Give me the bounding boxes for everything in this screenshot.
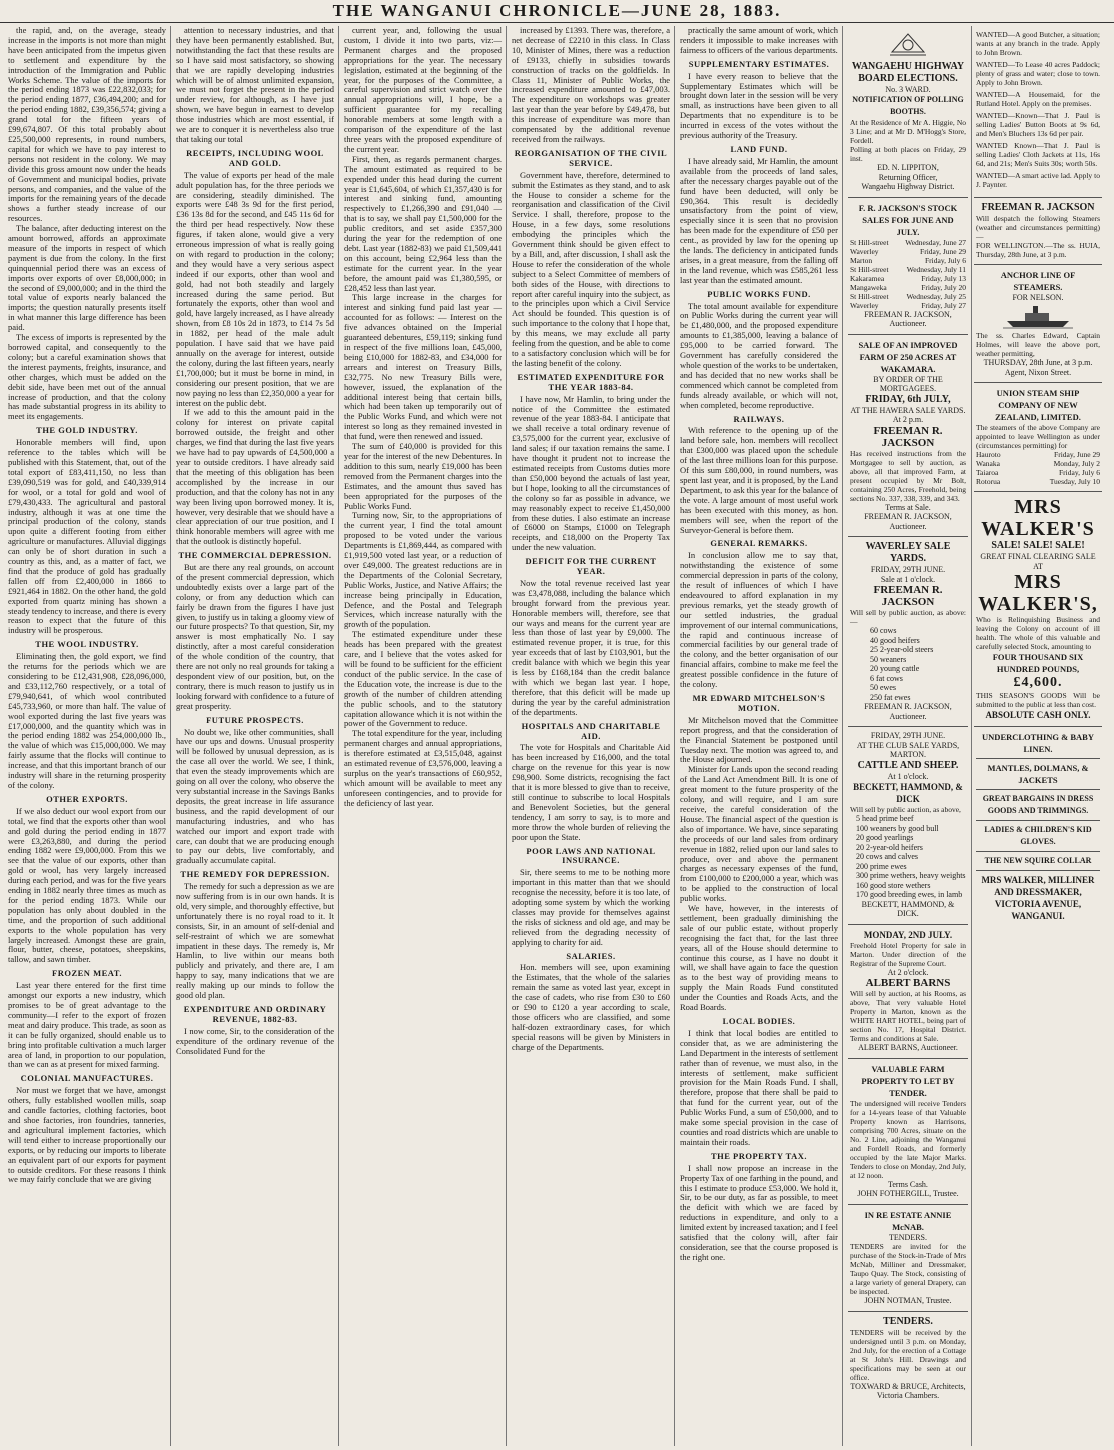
ad-marton [848,726,968,924]
route-ship: Wanaka [976,459,1000,468]
article-paragraph: I now come, Sir, to the consideration of the expenditure of the ordinary revenue of the Consolidated Fund for the [176,1025,334,1056]
section-heading: GENERAL REMARKS. [710,538,808,549]
ad-monday [848,924,968,1058]
section-heading: PUBLIC WORKS FUND. [707,288,811,299]
section-heading: THE PROPERTY TAX. [710,1150,808,1161]
ad-union-steam [974,382,1102,491]
divider [976,758,1100,759]
ad-tenders-title: TENDERS. [883,1315,933,1327]
ad-marton-name: BECKETT, HAMMOND, & DICK [853,782,963,804]
section-heading: LOCAL BODIES. [722,1016,796,1026]
article-paragraph: If we add to this the amount paid in the colony for interest on private capital borrowed outside, the freight and other charges, we find that during the last five years we have had to pay upwards of £4,500,000 a year to outside creditors. I have already said that the meeting of this obligation has been accomplished by the increase in our production, and that the colony has not in any way been living upon borrowed money. It is, however, very desirable that we should have a clear appreciation of our true position, and I think honorable members will agree with me that the outlook is distinctly hopeful. [176,407,334,547]
ad-marton-date: FRIDAY, 29TH JUNE. [870,731,946,740]
ad-monday-time: At 2 o'clock. [887,967,929,977]
ad-anchor-date: THURSDAY, 28th June, at 3 p.m. [983,358,1093,367]
ad-waverley-role: Auctioneer. [889,711,927,721]
stock-sale-row [850,274,966,283]
ad-walker-sub1: SALE! SALE! SALE! [991,540,1085,551]
article-paragraph: I shall now propose an increase in the Property Tax of one farthing in the pound, and this I estimate to produce £53,000. We hold it, Sir, to be our duty, as far as possible, to meet the deficit with which we are faced by reductions in expenditure, and only to a limited extent by increased taxation; and I feel satisfied that the colony will, after fair consideration, see that the course proposed is the right one. [680,1162,838,1262]
stock-sale-place: Mangaweka [850,282,887,292]
stock-sale-place: St Hill-street [850,264,889,274]
article-paragraph: increased by £1393. There was, therefore, a net decrease of £2210 in this class. In Class 10, Minister of Mines, there was a reduction of £9133, chiefly in subsidies towards construction of tracks on the goldfields. In Class 11, Minister of Public Works, the increased expenditure amounted to £47,003. The expenditure on workshops was greater last year than the year before by £49,478, but this increase of expenditure was more than compensated by the additional revenue received from the railways. [512,26,670,144]
ad-marton-body: Will sell by public auction, as above, [850,805,961,814]
section-heading: THE COMMERCIAL DEPRESSION. [178,550,332,561]
ad-union-title: UNION STEAM SHIP COMPANY OF NEW ZEALAND, LIMITED. [995,388,1081,422]
columns [8,26,1108,1446]
article-paragraph: Honorable members will find, upon reference to the tables which will be published with this Statement, that, out of the total export of £83,411,150, no less than £39,090,519 was for gold, and £40,339,914 for wool, or a total for gold and wool of £79,430,433. The agricultural and pastoral industry, although it was at one time the principal production of the colony, stands upon quite a different footing from either agriculture or manufactures. Alluvial diggings can only be of short duration in such a country as this, and, as a matter of fact, we find that the produce of gold has gradually fallen off from £2,400,000 in 1866 to £921,464 in 1882. On the other hand, the gold exported from quartz mining has shown a steady tendency to increase, and there is every reason to expect that the future of this industry will be prosperous. [8,437,166,636]
ad-undercl-footer: MRS WALKER, MILLINER AND DRESSMAKER, VICTORIA AVENUE, WANGANUI. [981,875,1095,921]
section-heading: MR EDWARD MITCHELSON'S MOTION. [692,693,826,713]
section-heading: THE REMEDY FOR DEPRESSION. [180,869,330,880]
section-heading: REORGANISATION OF THE CIVIL SERVICE. [514,147,668,168]
article-paragraph: The vote for Hospitals and Charitable Aid has been increased by £16,000, and the total charge on the revenue for this year is now £98,900. Some districts, recognising the fact that it is more blessed to give than to receive, still continue to subscribe to local Hospitals and Benevolent Societies, but the general tendency, I am sorry to say, is to more and more throw the whole burden of relieving the poor upon the State. [512,742,670,842]
stock-sale-day: Wednesday, July 11 [906,264,966,274]
stock-sale-place: St Hill-street [850,237,889,247]
masthead-title: THE WANGANUI CHRONICLE—JUNE 28, 1883. [332,1,782,20]
ad-underclothing [974,726,1102,927]
ad-sale-title: SALE OF AN IMPROVED FARM OF 250 ACRES AT WAKAMARA. [858,339,958,374]
section-heading: RECEIPTS, INCLUDING WOOL AND GOLD. [186,147,324,168]
ad-waverley-date: FRIDAY, 29TH JUNE. [870,565,946,574]
ad-marton-signature: BECKETT, HAMMOND, & DICK. [861,899,955,918]
article-paragraph: Hon. members will see, upon examining the Estimates, that the whole of the salaries remain the same as voted last year, except in the case of cadets, who rise from £30 to £60 or £90 to £120 a year according to scale, those officers who are classified, and some half-dozen extraordinary cases, for which special reasons will be given by Ministers in charge of the Departments. [512,962,670,1052]
divider [976,820,1100,821]
article-column-4 [512,26,675,1446]
stock-sale-day: Friday, July 6 [925,255,966,265]
ad-wanted-list [976,30,1100,189]
route-day: Friday, June 29 [1054,450,1100,459]
ad-monday-date: MONDAY, 2ND JULY. [863,929,953,940]
section-heading: LAND FUND. [730,143,788,154]
stock-item: 250 fat ewes [870,692,911,702]
divider [976,789,1100,790]
ad-anchor-body: The ss. Charles Edward, Captain Holmes, will leave the above port, weather permitting, [976,331,1100,358]
route-day: Tuesday, July 10 [1049,477,1100,486]
stock-sale-day: Friday, June 29 [920,246,966,256]
ad-sale-date: FRIDAY, 6th JULY, [865,393,951,405]
ad-stock-title: F. R. JACKSON'S STOCK SALES FOR JUNE AND JULY. [858,202,958,237]
ad-waverley-body: Will sell by public auction, as above:— [850,608,966,626]
section-heading: THE GOLD INDUSTRY. [36,425,138,436]
ad-waverley-signature: FREEMAN R. JACKSON, [864,702,952,711]
ad-valuable-terms: Terms Cash. [888,1179,928,1189]
ad-wangaehu-polling: Polling at both places on Friday, 29 inst. [850,145,966,163]
stock-sale-place: St Hill-street [850,291,889,301]
stock-item: 60 cows [870,626,897,635]
article-paragraph: The excess of imports is represented by the borrowed capital, and consequently to the colony; but a careful examination shows that the interest payments, freights, insurance, and other charges, which must be added on the debit side, have been met out of the annual increase of production, and that the colony has made substantial progress in its ability to meet its engagements. [8,332,166,422]
ad-wangaehu-name: ED. N. LIPPITON, [877,163,939,172]
stock-item: 170 good breeding ewes, in lamb [856,890,963,899]
article-paragraph: The value of exports per head of the male adult population has, for the three periods we are considering, steadily diminished. The exports were £48 3s 9d for the first period, £36 13s 8d for the second, and £45 11s 6d for the third per head respectively. Now these figures, if taken alone, would give a very erroneous impression of what is really going on with regard to production in the colony; and they would have a very serious aspect indeed if our exports, other than wool and gold, had not both steadily and largely increased during the same period. But fortunately the exports, other than wool and gold, have largely increased, as I have already shown, from £8 10s 2d in 1873, to £14 7s 5d in 1882, per head of the male adult population. I have said that we have paid annually on the average for interest, outside the colony, during the last fifteen years, nearly £1,700,000; but it must be borne in mind, in considering our present position, that we are now paying no less than £2,350,000 a year for interest on the public debt. [176,169,334,408]
ad-waverley [848,536,968,726]
ad-mrs-walker [974,491,1102,726]
ad-estate-body: TENDERS are invited for the purchase of the Stock-in-Trade of Mrs McNab, Milliner and Dressmaker, Taupo Quay. The Stock, consisting of a large variety of general Drapery, can be inspected. [850,1242,966,1296]
article-paragraph: I have already said, Mr Hamlin, the amount available from the proceeds of land sales, after the necessary charges payable out of the fund have been deducted, will only be £90,364. This result is decidedly unsatisfactory from the point of view, especially since it is seen that no provision has been made for the expenditure of £50 per cent., as provided by law for the opening up the lands. The deficiency in anticipated funds arises, in a great measure, from the falling off in the land revenue, which was £585,261 less last year than the estimated amount. [680,155,838,285]
article-paragraph: Eliminating then, the gold export, we find the returns for the periods which we are considering to be £12,431,908, £28,096,000, and £33,112,760 respectively, or a total of £79,940,641, of which wool contributed £45,733,960, or more than half. The value of wool exported during the last five years was £17,000,000, and the quantity which was in the period ending 1882 was 254,000,000 lb., the value of which was £15,000,000. We may fairly assume that the flocks will continue to increase, and that this important branch of our industry will share in the returning prosperity of the colony. [8,651,166,790]
ad-walker-amount: FOUR THOUSAND SIX HUNDRED POUNDS, [992,652,1084,674]
article-paragraph: The balance, after deducting interest on the amount borrowed, affords an approximate measure of the imports in respect of which payment is due from the colony. In the first quinquennial period there was an excess of imports over exports of over £8,000,000; in the second of £9,000,000; and in the third the total value of exports nearly balanced the imports; the question naturally presents itself in what manner this large difference has been paid. [8,223,166,333]
article-paragraph: I have every reason to believe that the Supplementary Estimates which will be brought down later in the session will be very small, as instructions have been given to all Departments that no expenditure is to be incurred in excess of the votes without the previous authority of the Treasury. [680,70,838,141]
ad-undercl-line2: MANTLES, DOLMANS, & JACKETS [987,763,1089,785]
stock-item: 20 cows and calves [856,852,918,861]
article-paragraph: No doubt we, like other communities, shall have our ups and downs. Unusual prosperity will be followed by unusual depression, as is the case all over the world. We see, I think, that even the steady improvements which are going on all over the colony, who observe the very substantial increase in the Savings Banks deposits, the great increase in life assurance business, and the rapid development of our manufacturing industries, and who has watched our import and export trade with care, can doubt that we are producing enough to pay our debts, live comfortably, and gradually accumulate capital. [176,726,334,866]
ad-wangaehu-role: Returning Officer, [878,172,938,182]
stock-item: 50 ewes [870,683,896,692]
ad-wangaehu [848,26,968,197]
stock-sale-day: Friday, July 27 [921,300,966,310]
stock-sale-row [850,247,966,256]
stock-item: 40 good heifers [870,635,920,645]
ad-estate [848,1204,968,1311]
article-paragraph: attention to necessary industries, and that they have been permanently established. But, notwithstanding the fact that these results are so I have said most satisfactory, so showing that we are rapidly developing industries which will be of almost unlimited expansion, we must not forget the present in the period under review, for although, as I have just shown, we have begun in earnest to develop those industries which are most essential, if we are to conquer it is nevertheless also true that taking our total [176,26,334,144]
route-day: Friday, July 6 [1059,468,1100,477]
stock-item: 160 good store wethers [856,880,931,890]
ad-walker-body: Who is Relinquishing Business and leaving the Colony on account of ill health. The whole of this valuable and carefully selected Stock, amounting to [976,615,1100,651]
article-paragraph: Government have, therefore, determined to submit the Estimates as they stand, and to ask the House to consider a scheme for the reorganisation and classification of the Civil Service. I shall, therefore, propose to the House, in a few days, some resolutions embodying the principles which the Government think should be given effect to by a Bill, and, after discussion, I shall ask the House to refer the consideration of the whole subject to a Select Committee of members of both sides of the House, with directions to report after careful inquiry into the subject, as to the principles upon which a Civil Service Act should be founded. This question is of such importance to the colony that I hope that, by this means, we may exclude all party feeling from the question, and be able to come to a satisfactory conclusion which will be for the lasting benefit of the colony. [512,169,670,368]
article-paragraph: I have now, Mr Hamlin, to bring under the notice of the Committee the estimated revenue of the year 1883-84. I anticipate that we shall receive a total ordinary revenue of £3,575,000 for the current year, exclusive of land sales; if our taxation remains the same. I have thought it prudent not to increase the estimated receipts from Customs duties more than £50,000 beyond the actuals of last year, but I hope, looking to all the circumstances of the colony so far as possible in advance, we may reasonably expect to receive £1,450,000 from these duties. I also estimate an increase of £6000 on Stamps, £1000 on Telegraph receipts, and £18,000 on the Property Tax under the new valuation. [512,393,670,553]
ad-valuable [848,1058,968,1204]
route-day: Monday, July 2 [1053,459,1100,468]
ad-tenders-body: TENDERS will be received by the undersigned until 3 p.m. on Monday, 2nd July, for the erection of a Cottage at St John's Hill. Drawings and specifications may be seen at our office. [850,1327,966,1382]
ad-waverley-items [850,626,966,702]
stock-item: 6 fat cows [870,673,903,683]
article-column-1 [8,26,171,1446]
stock-item: 200 prime ewes [856,861,907,871]
ad-valuable-body: The undersigned will receive Tenders for a 14-years lease of that Valuable Property known as Harrisons, comprising 700 Acres, situate on the No. 2 Line, adjoining the Wanganui and Fordell Roads, and formerly occupied by the late Major Marks. Tenders to close on Monday, 2nd July, at 12 noon. [850,1098,966,1180]
section-heading: SUPPLEMENTARY ESTIMATES. [688,58,830,69]
article-paragraph: Minister for Lands upon the second reading of the Land Act Amendment Bill. It is one of great moment to the future prosperity of the colony, and will require, and I am sure receive, the careful consideration of the House. The financial aspect of the question is also of importance. We have, since separating the proceeds of our land sales from ordinary revenue in 1882, relied upon our land sales to produce, over and above the permanent charges as necessary expenses of the fund, from £100,000 to £200,000 a year, which was to be applied to the construction of local public works. [680,764,838,904]
stock-sale-row [850,265,966,274]
ad-walker-note: THIS SEASON'S GOODS Will be submitted to the public at less than cost. [976,691,1100,709]
ad-wangaehu-ward: No. 3 WARD. [885,84,931,94]
steamship-icon [1003,303,1073,329]
article-column-2 [176,26,339,1446]
stock-sale-row [850,292,966,301]
article-paragraph: current year, and, following the usual custom, I divide it into two parts, viz:— Permanent charges and the proposed appropriations for the year. The necessary legislation, estimated at the beginning of the year, for the purposes of the Committee, a careful supervision and strict watch over the annual appropriations will, I hope, be a sufficient guarantee for my recalling honorable members at some length with a comparison of the expenditure of the last three years with the proposed expenditure of the current year. [344,26,502,154]
stock-sale-row [850,238,966,247]
ad-sale-body: Has received instructions from the Mortgagee to sell by auction, as above, all that improved Farm, at present occupied by Mr Bolt, containing 250 Acres, Freehold, being sections No. 337, 338, 339, and 343. [850,448,966,503]
ads-column-1 [848,26,972,1446]
divider [976,851,1100,852]
stock-item: 20 young cattle [870,664,920,673]
wanted-ad: WANTED—A smart active lad. Apply to J. Paynter. [976,171,1100,189]
stock-item: 50 weaners [870,654,907,664]
ad-estate-title: IN RE ESTATE ANNIE McNAB. [864,1209,952,1232]
ad-sale-place: AT THE HAWERA SALE YARDS. [850,405,966,415]
article-column-3 [344,26,507,1446]
section-heading: DEFICIT FOR THE CURRENT YEAR. [525,556,657,577]
ad-undercl-line5: THE NEW SQUIRE COLLAR [984,856,1092,865]
wanted-ad: WANTED—A Housemaid, for the Rutland Hotel. Apply on the premises. [976,90,1100,108]
ad-freeman-title: FREEMAN R. JACKSON [981,202,1095,213]
ad-marton-title: CATTLE AND SHEEP. [857,759,959,771]
ad-anchor-agent: Agent, Nixon Street. [1004,367,1072,377]
stock-sale-place: Marton [850,255,873,265]
article-paragraph: I think that local bodies are entitled to consider that, as we are administering the Land Department in the interests of settlement rather than of revenue, we must also, in the interests of settlement, make sufficient provision for the Main Roads Fund. I shall, therefore, propose that there shall be paid to that fund for the current year, out of the Public Works Fund, a sum of £50,000, and to make some special provision in the case of counties and road districts which are unable to maintain their roads. [680,1027,838,1147]
article-paragraph: The estimated expenditure under these heads has been prepared with the greatest care, and I believe that the votes asked for will be found to be sufficient for the efficient conduct of the public service. In the case of the Education vote, the increase is due to the growth of the number of children attending the public schools, and to the statutory capitation allowance which it is not within the power of the Government to reduce. [344,629,502,729]
ad-sale-order: BY ORDER OF THE MORTGAGEES. [873,374,943,393]
stock-sale-row [850,301,966,310]
stock-sale-row [850,256,966,265]
ad-marton-place: AT THE CLUB SALE YARDS, MARTON. [856,740,960,759]
ad-monday-text: Will sell by auction, at his Rooms, as above, That very valuable Hotel Property in Marton, known as the WHITE HART HOTEL, being part of section No. 17, Hospital District. Terms and conditions at Sale. [850,989,966,1043]
ad-monday-name: ALBERT BARNS [865,977,951,989]
ad-sale-signature: FREEMAN R. JACKSON, [864,512,952,521]
ad-sale-role: Auctioneer. [889,521,927,531]
ad-farm-sale [848,334,968,537]
route-ship: Rotorua [976,477,1001,486]
ad-monday-body: Freehold Hotel Property for sale in Marton. Under direction of the Registrar of the Supreme Court. [850,940,966,968]
stock-sale-place: Waverley [850,300,879,310]
section-heading: EXPENDITURE AND ORDINARY REVENUE, 1882-83. [183,1004,327,1024]
ad-sale-time: At 2 p.m. [892,415,924,424]
article-paragraph: the rapid, and, on the average, steady increase in the imports is not more than might have been anticipated from the impetus given to settlement and expenditure by the introduction of the Immigration and Public Works Scheme. The value of the imports for the period ending 1873 was £22,832,033; for the period ending 1877, £36,494,200; and for the period ending 1882, £39,356,574; giving a grand total for the fifteen years of £99,674,807. Of this total probably about £25,500,000 represents, in round numbers, capital for which we have to pay interest to persons not resident in the colony. We may divide this gross amount now under the heads of Government and municipal bodies, private persons, and companies, and the value of the imports for the remaining years of the decade shows a further steady increase of our resources. [8,26,166,224]
route-row [976,459,1100,468]
ad-estate-signature: JOHN NOTMAN, Trustee. [864,1296,952,1305]
ad-union-body: The steamers of the above Company are appointed to leave Wellington as under (circumstances permitting) for [976,423,1100,450]
section-heading: THE WOOL INDUSTRY. [35,639,139,650]
ad-anchor-line [974,264,1102,382]
ad-wangaehu-title: WANGAEHU HIGHWAY BOARD ELECTIONS. [851,60,965,84]
route-row [976,450,1100,459]
ad-waverley-time: Sale at 1 o'clock. [880,574,936,584]
section-heading: HOSPITALS AND CHARITABLE AID. [521,720,661,741]
ad-walker-title: MRS WALKER'S [981,496,1095,540]
ad-undercl-title: UNDERCLOTHING & BABY LINEN. [982,732,1094,754]
crest-icon [888,30,928,60]
article-paragraph: If we also deduct our wool export from our total, we find that the exports other than wool and gold during the period ending in 1877 were £3,263,880, and during the period ending 1882 were £9,000,000. From this we see that the value of our exports, other than gold or wool, has very largely increased during each period, and was for the five years ending in 1882 nearly three times as much as for the period ending 1873. While our population has only about doubled in the time, and the proportion of such additional exports to the whole population has very largely increased. Amongst these are grain, flour, butter, cheese, potatoes, sheepskins, tallow, and sawn timber. [8,805,166,965]
route-ship: Taiaroa [976,468,999,477]
article-paragraph: Last year there entered for the first time amongst our exports a new industry, which promises to be of great advantage to the community—I refer to the export of frozen meat and dairy produce. This trade, as soon as it can be fully organized, should enable us to bring into profitable cultivation a much larger area of land, in proportion to our population, than we can as at present for mixed farming. [8,980,166,1070]
ad-valuable-title: VALUABLE FARM PROPERTY TO LET BY TENDER. [861,1063,955,1098]
wanted-ad: WANTED—To Lease 40 acres Paddock; plenty of grass and water; close to town. Apply to John Brown. [976,60,1100,87]
ad-anchor-sub: FOR NELSON. [1012,293,1064,302]
section-heading: SALARIES. [566,950,616,961]
ad-walker-sub2: GREAT FINAL CLEARING SALE AT [980,552,1096,571]
wanted-ad: WANTED—A good Butcher, a situation; wants at any branch in the trade. Apply to John Brown. [976,30,1100,57]
ad-sale-terms: Terms at Sale. [885,502,931,512]
wanted-ad: WANTED Known—That J. Paul is selling Ladies' Cloth Jackets at 11s, 16s 6d, and 21s; Men's Suits 30s; worth 50s. [976,141,1100,168]
route-row [976,477,1100,486]
ad-undercl-line3: GREAT BARGAINS IN DRESS GOODS AND TRIMMINGS. [982,794,1094,815]
ad-undercl-line4: LADIES & CHILDREN'S KID GLOVES. [984,825,1092,846]
article-paragraph: The sum of £40,000 is provided for this year for the interest of the new Debentures. In addition to this sum, nearly £19,000 has been removed from the Permanent charges into the Estimates, and the amount thus saved has been appropriated for the purposes of the Public Works Fund. [344,441,502,511]
article-paragraph: This large increase in the charges for interest and sinking fund paid last year — accounted for as follows: — Interest on the five advances obtained on the Imperial guaranteed debentures, £59,119; sinking fund in respect of the five millions loan, £45,000, being £10,000 for 1882-83, and £34,000 for arrears and interest on Treasury Bills, £32,775. No new Treasury Bills were, however, issued, the explanation of the additional interest being that certain bills, which had been taken up temporarily out of the Public Works Fund, and which were not interest so long as they remained invested in that fund, were then renewed and issued. [344,292,502,442]
ad-stock-signature: FREEMAN R. JACKSON, [864,309,952,319]
article-paragraph: Mr Mitchelson moved that the Committee report progress, and that the consideration of the Financial Statement be postponed until Tuesday next. The motion was agreed to, and the House adjourned. [680,714,838,765]
stock-sale-day: Wednesday, July 25 [906,291,966,301]
section-heading: COLONIAL MANUFACTURES. [20,1073,154,1084]
ad-walker-title2: MRS WALKER'S, [978,571,1098,615]
article-paragraph: In conclusion allow me to say that, notwithstanding the existence of some commercial depression in parts of the colony, the result of influences of which I have endeavoured to afford explanation in my previous remarks, yet the steady growth of our settled industries, the gradual improvement of our internal communications, the rapid and continuous increase of commercial facilities by our general trade of the colony, and the better organisation of our financial affairs, combine to make me feel the greatest possible confidence in the future of the colony. [680,550,838,690]
stock-sale-place: Waverley [850,246,879,256]
article-paragraph: practically the same amount of work, which renders it impossible to make increases with fairness to officers of the various departments. [680,26,838,55]
ad-marton-time: At 1 o'clock. [887,771,929,781]
stock-sale-day: Friday, July 20 [921,282,966,292]
ad-freeman-line: FOR WELLINGTON.—The ss. HUIA, Thursday, 28th June, at 3 p.m. [976,241,1100,259]
section-heading: RAILWAYS. [733,413,785,424]
article-paragraph: The total expenditure for the year, including permanent charges and annual appropriations, is therefore estimated at £3,515,048, against an estimated revenue of £3,576,000, leaving a surplus on the year's transactions of £60,952, which amount will be available to meet any unforeseen contingencies, and to provide for the deficiency of last year. [344,728,503,808]
stock-item: 5 head prime beef [856,814,914,823]
ad-marton-items [850,814,966,900]
ad-tenders-signature: TOXWARD & BRUCE, Architects, Victoria Chambers. [850,1381,966,1400]
ads-column-2 [974,26,1102,1446]
stock-item: 300 prime wethers, heavy weights [856,871,966,880]
stock-item: 100 weaners by good bull [856,823,939,833]
article-paragraph: With reference to the opening up of the land before sale, hon. members will recollect that £300,000 was placed upon the schedule of the last three millions loan for this purpose. Of this sum £80,000, in round numbers, was spent last year, and it is proposed, by the Land Department, to ask this year for the balance of the vote. A large amount of most useful work has been executed with this money, as hon. members will see, when the report of the Surveyor-General is before them. [680,425,838,535]
ad-waverley-name: FREEMAN R. JACKSON [873,584,943,608]
ad-walker-cash: ABSOLUTE CASH ONLY. [985,710,1091,720]
section-heading: ESTIMATED EXPENDITURE FOR THE YEAR 1883-84. [517,371,665,392]
stock-item: 25 2-year-old steers [870,645,934,654]
route-ship: Hauroto [976,450,1001,459]
article-paragraph: We have, however, in the interests of settlement, been gradually diminishing the sale of our public estate, without properly recognising the fact that, for the last three years, all of the House should determine to continue this course, as I have no doubt it will, we shall have again to face the question as to the best way of providing means to supply the Main Roads Fund constituted under the Counties and Roads Acts, and the Road Boards. [680,903,838,1013]
ad-walker-value: £4,600. [1013,675,1063,690]
ad-valuable-signature: JOHN FOTHERGILL, Trustee. [857,1189,959,1198]
ad-tenders [848,1311,968,1406]
article-paragraph: The total amount available for expenditure on Public Works during the current year will be £1,480,000, and the proposed expenditure amounts to £1,385,000, leaving a balance of £95,000 to be carried forward. The Government has carefully considered the whole question of the works to be undertaken, and has decided that no new works shall be commenced which cannot be completed from funds already available, or which will not, when completed, become reproductive. [680,300,838,410]
ad-stock-rows [850,238,966,310]
ad-stock-role: Auctioneer. [889,319,927,328]
ad-wangaehu-notice: NOTIFICATION OF POLLING BOOTHS. [852,95,964,116]
ad-wangaehu-place: Wangaehu Highway District. [861,182,955,191]
ad-wangaehu-body: At the Residence of Mr A. Higgie, No 3 Line; and at Mr D. M'Hogg's Store, Fordell. [850,118,966,145]
stock-sale-day: Friday, July 13 [921,273,966,283]
stock-sale-place: Kakaramea [850,273,885,283]
ad-freeman-body: Will despatch the following Steamers (weather and circumstances permitting)— [976,214,1100,241]
ad-freeman-steamers [974,197,1102,264]
ad-wanted [974,26,1102,197]
section-heading: POOR LAWS AND NATIONAL INSURANCE. [526,845,656,866]
section-heading: FUTURE PROSPECTS. [206,714,304,725]
article-paragraph: Turning now, Sir, to the appropriations of the current year, I find the total amount proposed to be voted under the various Departments is £1,869,444, as compared with £1,919,500 voted last year, or a reduction of over £49,000. The greatest reductions are in the Departments of the Colonial Secretary, Public Works, Justice, and Native Affairs; the increase being principally in Education, Defence, and the Postal and Telegraph Services, which increase naturally with the growth of the population. [344,510,502,630]
stock-sale-day: Wednesday, June 27 [905,237,966,247]
article-paragraph: First, then, as regards permanent charges. The amount estimated as required to be expended under this head during the current year is £1,645,604, of which £1,357,430 is for interest and sinking fund, amounting respectively to £1,266,390 and £91,040 — that is to say, we shall pay £1,500,000 for the public creditors, and set aside £357,300 during the year for the redemption of one debt. Last year (1882-83) we paid £1,509,441 on this account, being £2,964 less than the estimate for the current year. In the year before, the amount paid was £1,380,595, or £28,452 less than last year. [344,153,502,293]
ad-estate-sub: TENDERS. [889,1232,927,1242]
ad-waverley-title: WAVERLEY SALE YARDS. [865,541,951,564]
masthead [0,0,1114,23]
article-paragraph: The remedy for such a depression as we are now suffering from is in our own hands. It is old, very simple, and thoroughly effective, but unfortunately there is no royal road to it. It consists, Sir, in an amount of self-denial and self-restraint of which we are somewhat impatient in these days. The remedy is, Mr Hamlin, to live within our means both publicly and privately, and there are, I am happy to say, many indications that we are really making up our minds to follow the good old plan. [176,881,334,1001]
ad-anchor-title: ANCHOR LINE OF STEAMERS. [1000,270,1076,292]
section-heading: FROZEN MEAT. [52,968,122,979]
article-paragraph: Nor must we forget that we have, amongst others, fully established woollen mills, soap and candle factories, clothing factories, boot and shoe factories, iron foundries, tanneries, and agricultural implement factories, which will tend either to increase proportionally our exports, or by reducing our imports to liberate an equivalent part of our exports for payment to outside creditors. For these reasons I think we may fairly conclude that we are giving [8,1085,166,1185]
ad-stock-sales [848,197,968,334]
article-paragraph: Sir, there seems to me to be nothing more important in this matter than that we should recognise the necessity, before it is too late, of adopting some system by which the working classes may provide for themselves against the risks of sickness and old age, and may be relieved from the degrading necessity of applying to charity for aid. [512,867,670,947]
ad-monday-signature: ALBERT BARNS, Auctioneer. [858,1043,958,1052]
divider [976,870,1100,871]
section-heading: OTHER EXPORTS. [46,793,128,804]
article-paragraph: Now the total revenue received last year was £3,478,088, including the balance which brought forward from the previous year. Honorable members will, therefore, see that our ways and means for the current year are less than those of last year by £9,000. The estimated revenue proper, it is true, for this year exceeds that of last by £103,901, but the credit balance with which we begin this year is less by £168,184 than the credit balance with which we began last year. I hope, therefore, that this deficit will be made up during the year by the careful administration of the departments. [512,577,670,717]
stock-item: 20 2-year-old heifers [856,842,923,852]
stock-item: 20 good yearlings [856,833,914,842]
stock-sale-row [850,283,966,292]
article-paragraph: But are there any real grounds, on account of the present commercial depression, which undoubtedly exists over a large part of the colony, or from any deduction which can fairly be drawn from the figures I have just given, to justify us in taking a gloomy view of our future prospects? To that question, Sir, my answer is most emphatically No. I say distinctly, after a most careful consideration of the whole condition of the country, that there are not only no real grounds for taking a despondent view of our position, but, on the contrary, there is much reason to justify us in looking forward with confidence to a future of great prosperity. [176,562,334,711]
wanted-ad: WANTED—Known—That J. Paul is selling Ladies' Button Boots at 9s 6d, and Men's Bluchers 13s 6d per pair. [976,111,1100,138]
route-row [976,468,1100,477]
ad-sale-name: FREEMAN R. JACKSON [873,424,943,449]
article-column-5 [680,26,843,1446]
ad-union-routes [976,450,1100,486]
